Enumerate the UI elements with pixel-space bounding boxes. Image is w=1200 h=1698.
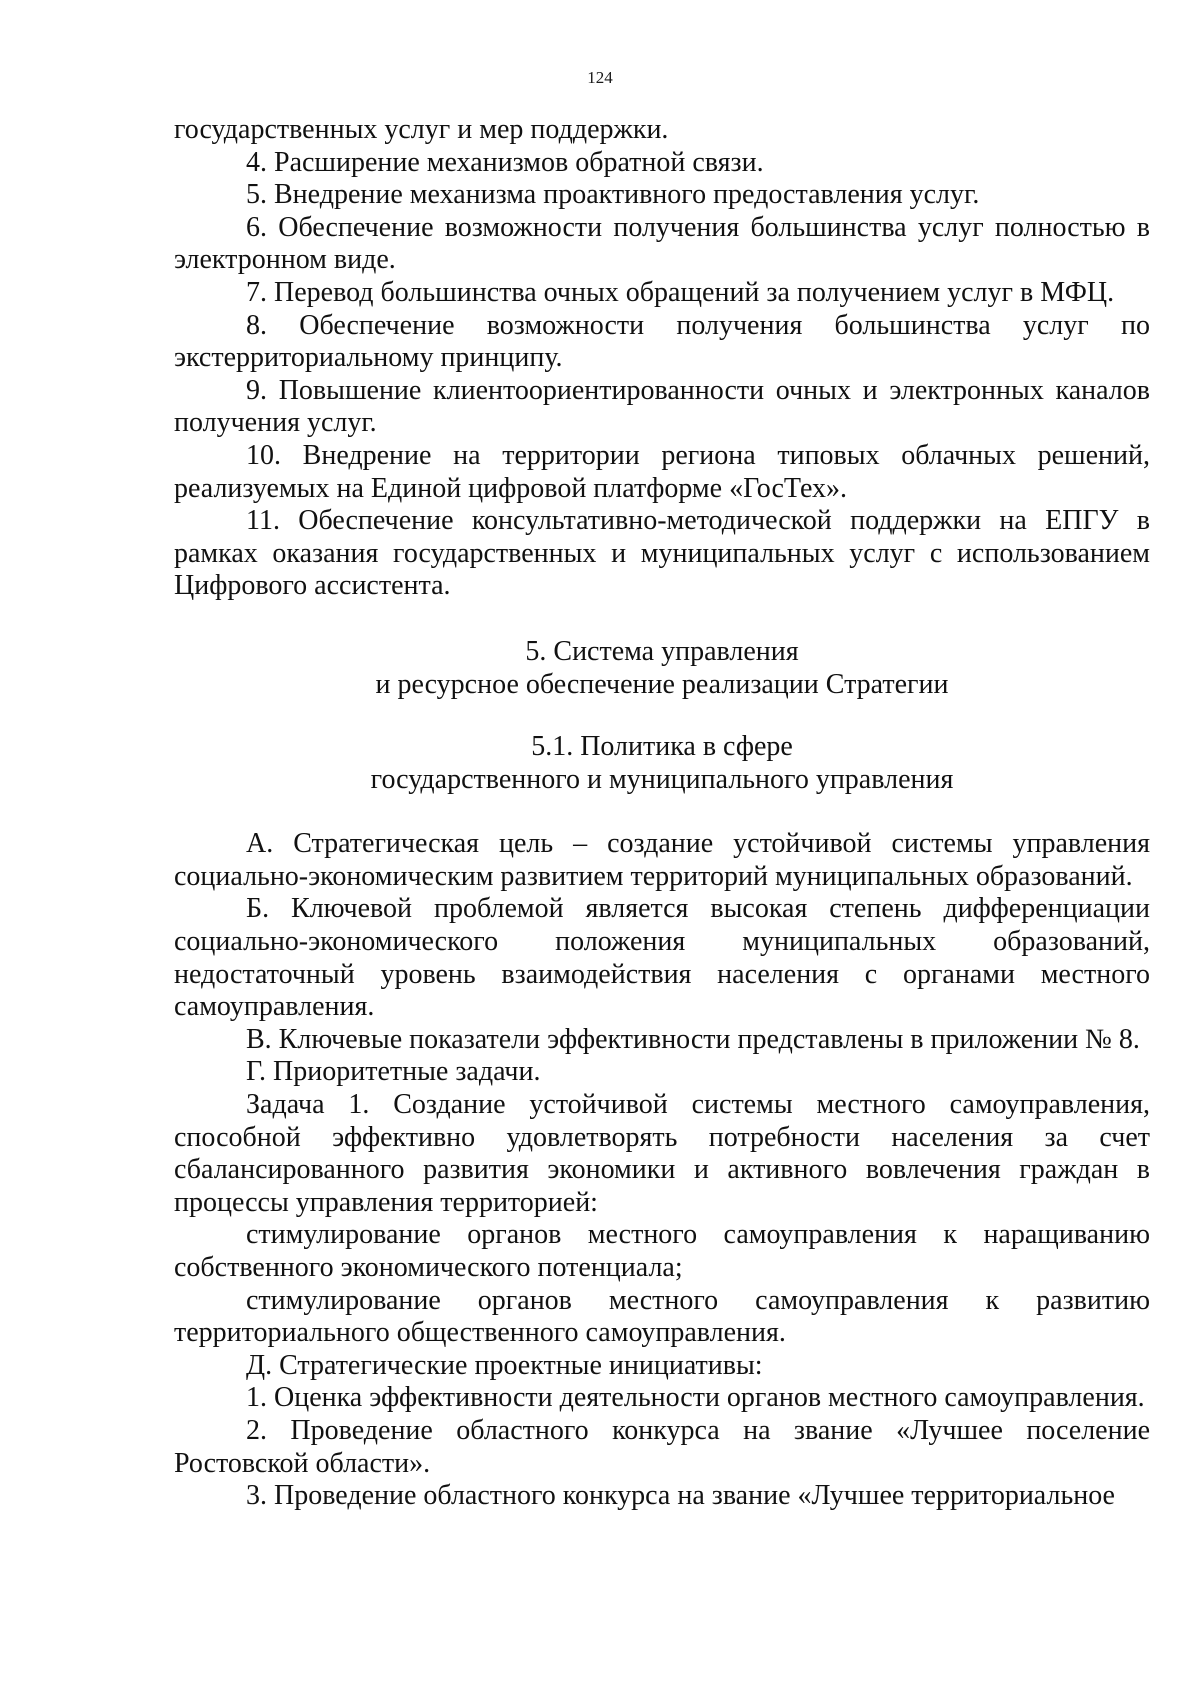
list-item: 5. Внедрение механизма проактивного предоставления услуг. — [246, 179, 980, 211]
subsection-heading-line-1: 5.1. Политика в сфере — [531, 731, 793, 763]
page-number: 124 — [587, 68, 613, 87]
paragraph: государственных услуг и мер поддержки. — [174, 114, 669, 145]
paragraph-key-problem: Б. Ключевой проблемой является высокая степень дифференциации социально-экономического положения муниципальных образований, недостаточный уровень взаимодействия населения с органами местного самоуправления. — [174, 893, 1150, 1023]
paragraph-project-initiatives: Д. Стратегические проектные инициативы: — [246, 1349, 763, 1381]
paragraph-task-item: стимулирование органов местного самоуправления к наращиванию собственного экономического потенциала; — [174, 1219, 1150, 1283]
list-item: 4. Расширение механизмов обратной связи. — [246, 146, 764, 178]
paragraph-strategic-goal: А. Стратегическая цель – создание устойчивой системы управления социально-экономическим развитием территорий муниципальных образований. — [174, 828, 1150, 892]
document-body — [174, 114, 1150, 1513]
spacer — [174, 603, 1150, 636]
paragraph-priority-tasks: Г. Приоритетные задачи. — [246, 1056, 541, 1088]
section-heading-line-2: и ресурсное обеспечение реализации Стратегии — [375, 668, 949, 700]
list-item: 8. Обеспечение возможности получения большинства услуг по экстерриториальному принципу. — [174, 309, 1150, 374]
spacer — [174, 796, 1150, 828]
paragraph-task-1: Задача 1. Создание устойчивой системы местного самоуправления, способной эффективно удовлетворять потребности населения за счет сбалансированного развития экономики и активного вовлечения граждан в процессы управления территорией: — [174, 1089, 1150, 1218]
paragraph-task-item: стимулирование органов местного самоуправления к развитию территориального общественного самоуправления. — [174, 1284, 1150, 1349]
paragraph-key-indicators: В. Ключевые показатели эффективности представлены в приложении № 8. — [246, 1023, 1140, 1055]
list-item: 7. Перевод большинства очных обращений за получением услуг в МФЦ. — [246, 276, 1115, 308]
list-item: 9. Повышение клиентоориентированности очных и электронных каналов получения услуг. — [174, 374, 1150, 439]
subsection-heading-line-2: государственного и муниципального управления — [370, 763, 954, 795]
list-item: 2. Проведение областного конкурса на звание «Лучшее поселение Ростовской области». — [174, 1414, 1150, 1479]
list-item: 1. Оценка эффективности деятельности органов местного самоуправления. — [246, 1382, 1145, 1414]
section-heading-line-1: 5. Система управления — [525, 635, 799, 667]
spacer — [174, 701, 1150, 731]
list-item: 3. Проведение областного конкурса на звание «Лучшее территориальное — [246, 1480, 1115, 1512]
list-item: 6. Обеспечение возможности получения большинства услуг полностью в электронном виде. — [174, 211, 1150, 276]
list-item: 11. Обеспечение консультативно-методической поддержки на ЕПГУ в рамках оказания государственных и муниципальных услуг с использованием Цифрового ассистента. — [174, 505, 1150, 602]
list-item: 10. Внедрение на территории региона типовых облачных решений, реализуемых на Единой цифровой платформе «ГосТех». — [174, 439, 1150, 504]
